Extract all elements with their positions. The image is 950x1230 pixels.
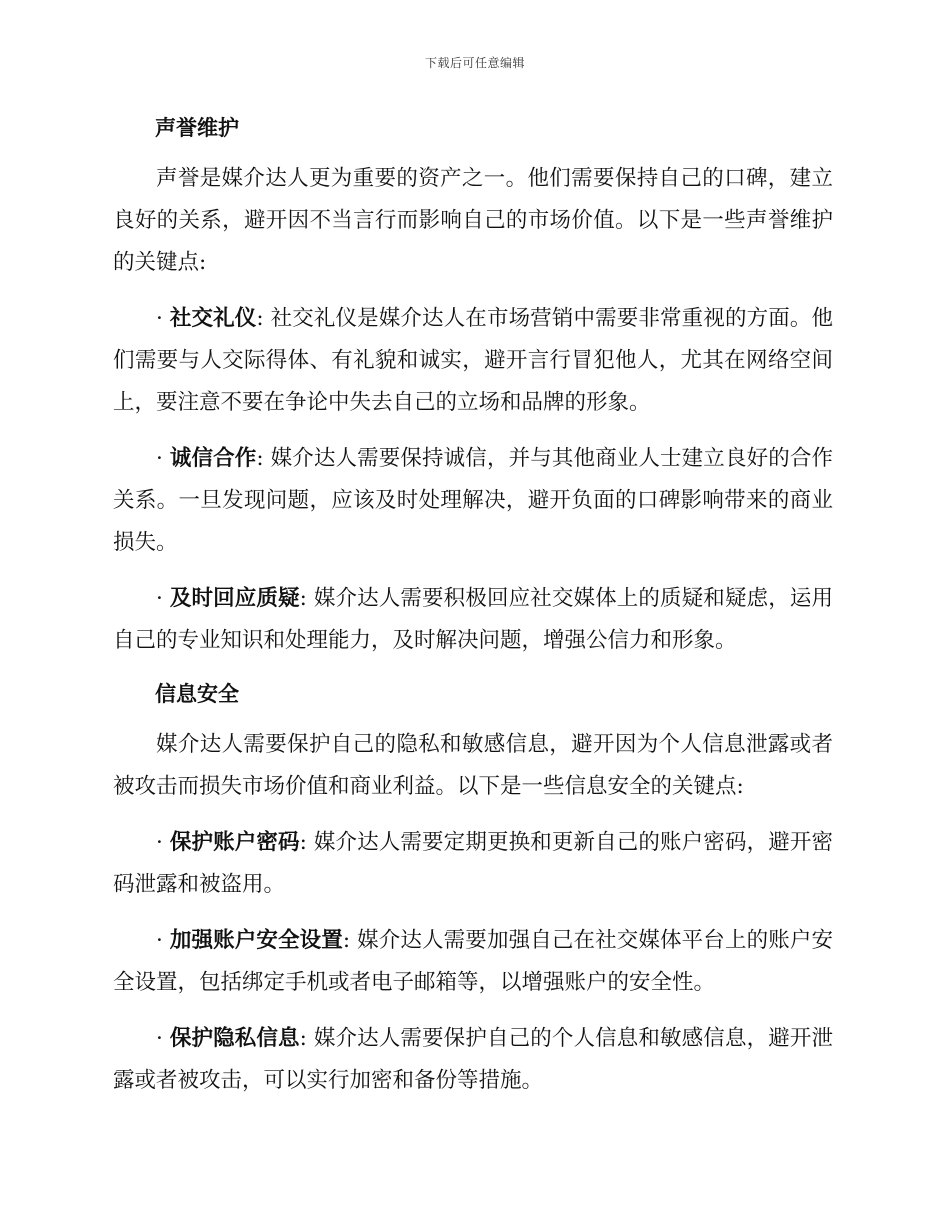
- bullet-separator: :: [299, 830, 314, 855]
- section-intro: 媒介达人需要保护自己的隐私和敏感信息，避开因为个人信息泄露或者被攻击而损失市场价值和商业利益。以下是一些信息安全的关键点:: [113, 732, 833, 799]
- bullet-term: 诚信合作: [169, 446, 257, 471]
- bullet-separator: :: [256, 446, 271, 471]
- bullet-marker: ·: [156, 446, 170, 471]
- bullet-separator: :: [256, 306, 271, 331]
- bullet-marker: ·: [156, 306, 170, 331]
- page-header: 下载后可任意编辑: [424, 56, 525, 70]
- bullet-item: [113, 298, 833, 424]
- bullet-text: 媒介达人需要保护自己的个人信息和敏感信息，避开泄露或者被攻击，可以实行加密和备份等措施。: [113, 1026, 833, 1093]
- section-heading: 信息安全: [155, 682, 239, 706]
- bullet-text: 媒介达人需要积极回应社交媒体上的质疑和疑虑，运用自己的专业知识和处理能力，及时解决问题，增强公信力和形象。: [113, 586, 833, 653]
- bullet-item: [113, 438, 833, 564]
- bullet-separator: :: [299, 1026, 314, 1051]
- section-heading: 声誉维护: [155, 116, 239, 140]
- bullet-separator: :: [342, 928, 358, 953]
- bullet-separator: :: [299, 586, 314, 611]
- bullet-term: 社交礼仪: [169, 306, 257, 331]
- document-body: [113, 110, 833, 1102]
- bullet-item: [113, 578, 833, 662]
- bullet-marker: ·: [156, 830, 170, 855]
- bullet-text: 社交礼仪是媒介达人在市场营销中需要非常重视的方面。他们需要与人交际得体、有礼貌和诚实，避开言行冒犯他人，尤其在网络空间上，要注意不要在争论中失去自己的立场和品牌的形象。: [113, 306, 833, 415]
- bullet-term: 保护账户密码: [169, 830, 300, 855]
- bullet-item: [113, 920, 833, 1004]
- bullet-marker: ·: [156, 928, 170, 953]
- bullet-term: 保护隐私信息: [169, 1026, 300, 1051]
- section-intro: 声誉是媒介达人更为重要的资产之一。他们需要保持自己的口碑，建立良好的关系，避开因不当言行而影响自己的市场价值。以下是一些声誉维护的关键点:: [113, 166, 833, 275]
- bullet-item: [113, 822, 833, 906]
- bullet-text: 媒介达人需要保持诚信，并与其他商业人士建立良好的合作关系。一旦发现问题，应该及时处理解决，避开负面的口碑影响带来的商业损失。: [113, 446, 833, 555]
- bullet-item: [113, 1018, 833, 1102]
- bullet-text: 媒介达人需要加强自己在社交媒体平台上的账户安全设置，包括绑定手机或者电子邮箱等，以增强账户的安全性。: [113, 928, 833, 995]
- bullet-marker: ·: [156, 1026, 170, 1051]
- bullet-marker: ·: [156, 586, 170, 611]
- bullet-term: 及时回应质疑: [169, 586, 300, 611]
- bullet-term: 加强账户安全设置: [169, 928, 343, 953]
- bullet-text: 媒介达人需要定期更换和更新自己的账户密码，避开密码泄露和被盗用。: [113, 830, 833, 897]
